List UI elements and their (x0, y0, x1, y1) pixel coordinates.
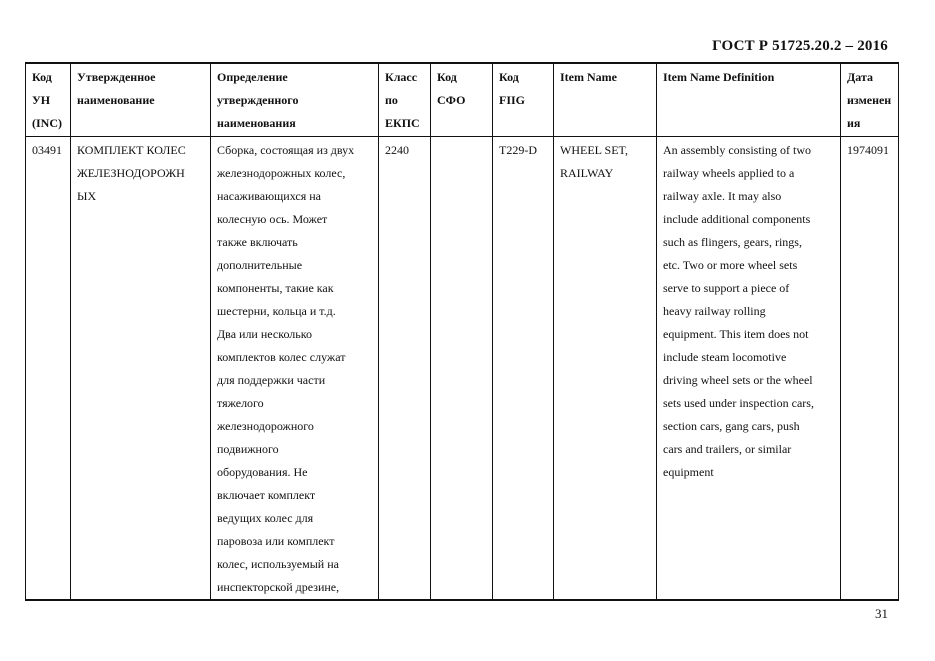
page-number: 31 (875, 606, 888, 621)
cell-sfo-code (431, 137, 493, 601)
header-class: Класс по ЕКПС (379, 63, 431, 137)
cell-change-date: 1974091 (841, 137, 899, 601)
cell-item-name-definition: An assembly consisting of two railway wheels applied to a railway axle. It may also include additional components such as flingers, gears, rings, etc. Two or more wheel sets serve to support a piece of heavy railway rolling equipment. This item does not include steam locomotive driving wheel sets or the wheel sets used under inspection cars, section cars, gang cars, push cars and trailers, or similar equipment (657, 137, 841, 601)
table-header-row (26, 63, 899, 137)
header-sfo-code: Код СФО (431, 63, 493, 137)
cell-fiig-code: T229-D (493, 137, 554, 601)
cell-approved-name: КОМПЛЕКТ КОЛЕС ЖЕЛЕЗНОДОРОЖН ЫХ (71, 137, 211, 601)
document-code: ГОСТ Р 51725.20.2 – 2016 (712, 38, 888, 54)
cell-item-name: WHEEL SET, RAILWAY (554, 137, 657, 601)
classification-table (25, 62, 899, 601)
cell-inc-code: 03491 (26, 137, 71, 601)
header-item-name: Item Name (554, 63, 657, 137)
header-approved-name: Утвержденное наименование (71, 63, 211, 137)
cell-class: 2240 (379, 137, 431, 601)
header-change-date: Дата изменен ия (841, 63, 899, 137)
cell-definition: Сборка, состоящая из двух железнодорожных колес, насаживающихся на колесную ось. Может также включать дополнительные компоненты, такие как шестерни, кольца и т.д. Два или несколько комплектов колес служат для поддержки части тяжелого железнодорожного подвижного оборудования. Не включает комплект ведущих колес для паровоза или комплект колес, используемый на инспекторской дрезине, (211, 137, 379, 601)
header-definition: Определение утвержденного наименования (211, 63, 379, 137)
header-item-name-definition: Item Name Definition (657, 63, 841, 137)
header-fiig-code: Код FIIG (493, 63, 554, 137)
table-row (26, 137, 899, 601)
header-inc-code: Код УН (INC) (26, 63, 71, 137)
